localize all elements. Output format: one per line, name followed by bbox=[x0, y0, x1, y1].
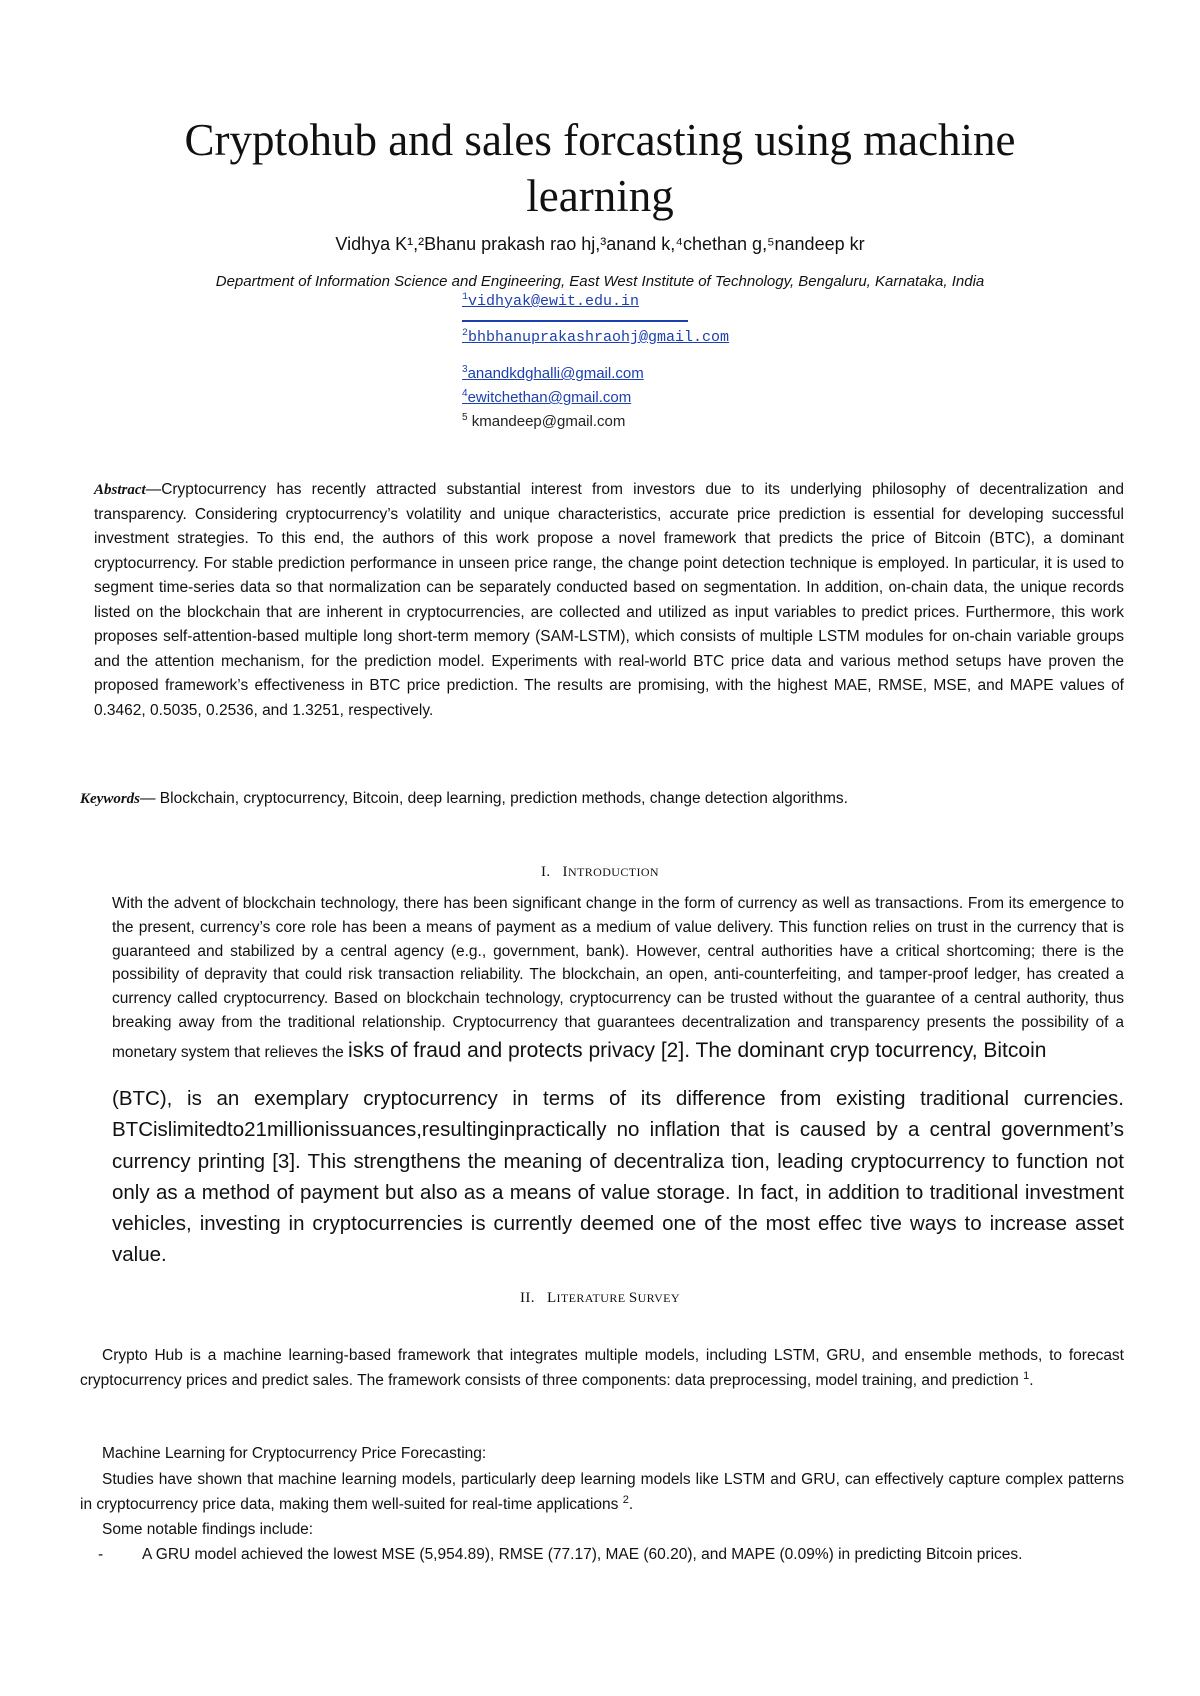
literature-paragraph-1: Crypto Hub is a machine learning-based framework that integrates multiple models, including LSTM, GRU, and ensemble methods, to forecast cryptocurrency prices and predict sales. The framework consists of three components: data preprocessing, model training, and prediction $^1$. bbox=[80, 1347, 1124, 1389]
email-link-1[interactable]: $^1$vidhyak@ewit.edu.in bbox=[462, 292, 640, 310]
abstract bbox=[94, 478, 1124, 723]
abstract-label: Abstract bbox=[94, 482, 146, 498]
literature-paragraph-2: Studies have shown that machine learning models, particularly deep learning models like LSTM and GRU, can effectively capture complex patterns in cryptocurrency price data, making them well-suited for real-time applications $^2$. bbox=[80, 1471, 1124, 1513]
section-heading-introduction: I. INTRODUCTION bbox=[540, 864, 659, 880]
keywords bbox=[80, 788, 1120, 810]
keywords-dash: — bbox=[140, 790, 156, 807]
keywords-label: Keywords bbox=[80, 791, 140, 807]
abstract-dash: — bbox=[145, 481, 162, 498]
introduction-paragraph-continued: (BTC), is an exemplary cryptocurrency in terms of its difference from existing traditional currencies. BTCislimitedto21millionissuances,resultinginpractically no inflation that is caused by a central government’s currency printing [3]. This strengthens the meaning of decentraliza tion, leading cryptocurrency to function not only as a method of payment but also as a means of value storage. In fact, in addition to traditional investment vehicles, investing in cryptocurrencies is currently deemed one of the most effec tive ways to increase asset value. bbox=[112, 1087, 1124, 1267]
email-link-2[interactable]: $^2$bhbhanuprakashraohj@gmail.com bbox=[462, 328, 730, 346]
paper-title: Cryptohub and sales forcasting using machine learning bbox=[184, 115, 1016, 221]
list-item: - A GRU model achieved the lowest MSE (5,954.89), RMSE (77.17), MAE (60.20), and MAPE (0.09%) in predicting Bitcoin prices. bbox=[80, 1543, 1124, 1568]
bullet-dash: - bbox=[98, 1546, 104, 1563]
section-heading-literature-survey: II. LITERATURE SURVEY bbox=[520, 1290, 680, 1306]
keywords-text: Blockchain, cryptocurrency, Bitcoin, deep learning, prediction methods, change detection algorithms. bbox=[155, 790, 848, 807]
affiliation: Department of Information Science and Engineering, East West Institute of Technology, Bengaluru, Karnataka, India bbox=[215, 273, 985, 290]
literature-findings-intro: Some notable findings include: bbox=[102, 1521, 314, 1538]
email-link-3[interactable]: $^3$anandkdghalli@gmail.com bbox=[462, 364, 644, 382]
literature-subheading: Machine Learning for Cryptocurrency Price Forecasting: bbox=[102, 1445, 487, 1462]
abstract-text: Cryptocurrency has recently attracted substantial interest from investors due to its underlying philosophy of decentralization and transparency. Considering cryptocurrency’s volatility and unique characteristics, accurate price prediction is essential for developing successful investment strategies. To this end, the authors of this work propose a novel framework that predicts the price of Bitcoin (BTC), a dominant cryptocurrency. For stable prediction performance in unseen price range, the change point detection technique is employed. In particular, it is used to segment time-series data so that normalization can be separately conducted based on segmentation. In addition, on-chain data, the unique records listed on the blockchain that are inherent in cryptocurrencies, are collected and utilized as input variables to predict prices. Furthermore, this work proposes self-attention-based multiple long short-term memory (SAM-LSTM), which consists of multiple LSTM modules for on-chain variable groups and the attention mechanism, for the prediction model. Experiments with real-world BTC price data and various method setups have proven the proposed framework’s effectiveness in BTC price prediction. The results are promising, with the highest MAE, RMSE, MSE, and MAPE values of 0.3462, 0.5035, 0.2536, and 1.3251, respectively. bbox=[94, 481, 1124, 719]
introduction-paragraph: With the advent of blockchain technology, there has been significant change in the form of currency as well as transactions. From its emergence to the present, currency’s core role has been a means of payment as a medium of value delivery. This function relies on trust in the currency that is guaranteed and stabilized by a central agency (e.g., government, bank). However, central authorities have a critical shortcoming; there is the possibility of depravity that could risk transaction reliability. The blockchain, an open, anti-counterfeiting, and tamper-proof ledger, has created a currency called cryptocurrency. Based on blockchain technology, cryptocurrency can be trusted without the guarantee of a central authority, thus breaking away from the traditional relationship. Cryptocurrency that guarantees decentralization and transparency presents the possibility of a monetary system that relieves the isks of fraud and protects privacy [2]. The dominant cryp tocurrency, Bitcoin bbox=[112, 895, 1124, 1062]
email-text-5: $^5$ kmandeep@gmail.com bbox=[462, 412, 626, 430]
email-link-4[interactable]: $^4$ewitchethan@gmail.com bbox=[462, 388, 632, 406]
author-list: Vidhya K¹,²Bhanu prakash rao hj,³anand k,⁴chethan g,⁵nandeep kr bbox=[335, 234, 865, 254]
divider bbox=[462, 320, 688, 322]
